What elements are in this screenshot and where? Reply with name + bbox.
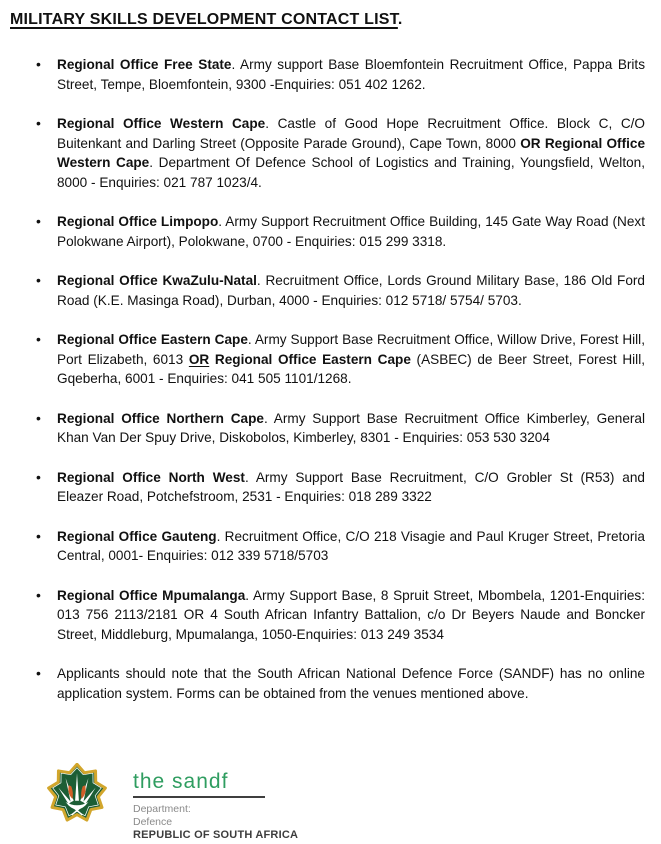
contact-list-item <box>35 468 645 507</box>
office-detail-text: (ASBEC) de Beer Street, Forest Hill, Gqeberha, 6001 - Enquiries: 041 505 1101/1268. <box>57 351 646 386</box>
contact-list-item <box>35 114 645 192</box>
contact-list-item <box>35 212 645 251</box>
office-name-text: Regional Office Free State <box>57 57 232 72</box>
department-label: Department: <box>133 803 191 815</box>
office-detail-text: . Army support Base Bloemfontein Recruitment Office, Pappa Brits Street, Tempe, Bloemfontein, 9300 -Enquiries: 051 402 1262. <box>57 57 646 92</box>
office-name-text: Regional Office Western Cape <box>57 116 266 131</box>
country-name: REPUBLIC OF SOUTH AFRICA <box>133 829 299 841</box>
contact-list-item <box>35 271 645 310</box>
office-name-text: Regional Office Limpopo <box>57 214 219 229</box>
office-name-text: OR Regional Office Western Cape <box>57 135 646 170</box>
page-title-text: MILITARY SKILLS DEVELOPMENT CONTACT LIST <box>10 11 398 28</box>
contact-list-item <box>35 55 645 94</box>
contact-list-item <box>35 527 645 566</box>
office-detail-text: . Army Support Base Recruitment Office, Willow Drive, Forest Hill, Port Elizabeth, 6013 <box>57 332 645 367</box>
sandf-logo-text <box>133 763 298 841</box>
logo-divider <box>133 796 265 798</box>
contact-list-item <box>35 664 645 703</box>
office-name-text: OR <box>188 351 210 367</box>
office-name-text: Regional Office KwaZulu-Natal <box>57 273 257 288</box>
office-detail-text: Applicants should note that the South African National Defence Force (SANDF) has no online application system. Forms can be obtained from the venues mentioned above. <box>57 666 645 701</box>
office-detail-text: . Army Support Recruitment Office Building, 145 Gate Way Road (Next Polokwane Airport), Polokwane, 0700 - Enquiries: 015 299 3318. <box>57 214 645 249</box>
contact-list-item <box>35 330 645 389</box>
page-title-period: . <box>397 11 403 28</box>
office-detail-text: . Castle of Good Hope Recruitment Office. Block C, C/O Buitenkant and Darling Street (Opposite Parade Ground), Cape Town, 8000 <box>57 116 645 151</box>
office-detail-text: . Army Support Base Recruitment Office Kimberley, General Khan Van Der Spuy Drive, Diskobolos, Kimberley, 8301 - Enquiries: 053 530 3204 <box>57 410 645 445</box>
contact-list-item <box>35 586 645 645</box>
office-name-text: Regional Office Gauteng <box>57 528 217 544</box>
department-name: Defence <box>133 815 173 828</box>
office-name-text: Regional Office Eastern Cape <box>57 332 248 347</box>
office-detail-text: . Recruitment Office, C/O 218 Visagie and Paul Kruger Street, Pretoria Central, 0001- Enquiries: 012 339 5718/5703 <box>57 528 645 563</box>
office-detail-text: . Department Of Defence School of Logistics and Training, Youngsfield, Welton, 8000 - Enquiries: 021 787 1023/4. <box>57 155 645 190</box>
office-name-text: Regional Office North West <box>57 469 245 485</box>
contact-list-item <box>35 409 645 448</box>
sandf-badge-icon <box>47 763 107 823</box>
office-detail-text: . Recruitment Office, Lords Ground Military Base, 186 Old Ford Road (K.E. Masinga Road), Durban, 4000 - Enquiries: 012 5718/ 5754/ 5703. <box>57 273 645 308</box>
office-name-text: Regional Office Eastern Cape <box>209 351 411 367</box>
sandf-logo-block <box>47 763 298 841</box>
office-detail-text: . Army Support Base Recruitment, C/O Grobler St (R53) and Eleazer Road, Potchefstroom, 2531 - Enquiries: 018 289 3322 <box>57 469 645 504</box>
sandf-brand-name: the sandf <box>133 770 229 793</box>
office-name-text: Regional Office Mpumalanga <box>57 587 246 603</box>
page-title <box>10 11 661 29</box>
office-detail-text: . Army Support Base, 8 Spruit Street, Mbombela, 1201-Enquiries: 013 756 2113/2181 OR 4 South African Infantry Battalion, c/o Dr Beyers Naude and Boncker Street, Middleburg, Mpumalanga, 1050-Enquiries: 013 249 3534 <box>57 587 646 642</box>
contact-list <box>0 55 661 703</box>
department-lines <box>133 803 298 828</box>
office-name-text: Regional Office Northern Cape <box>57 410 264 426</box>
